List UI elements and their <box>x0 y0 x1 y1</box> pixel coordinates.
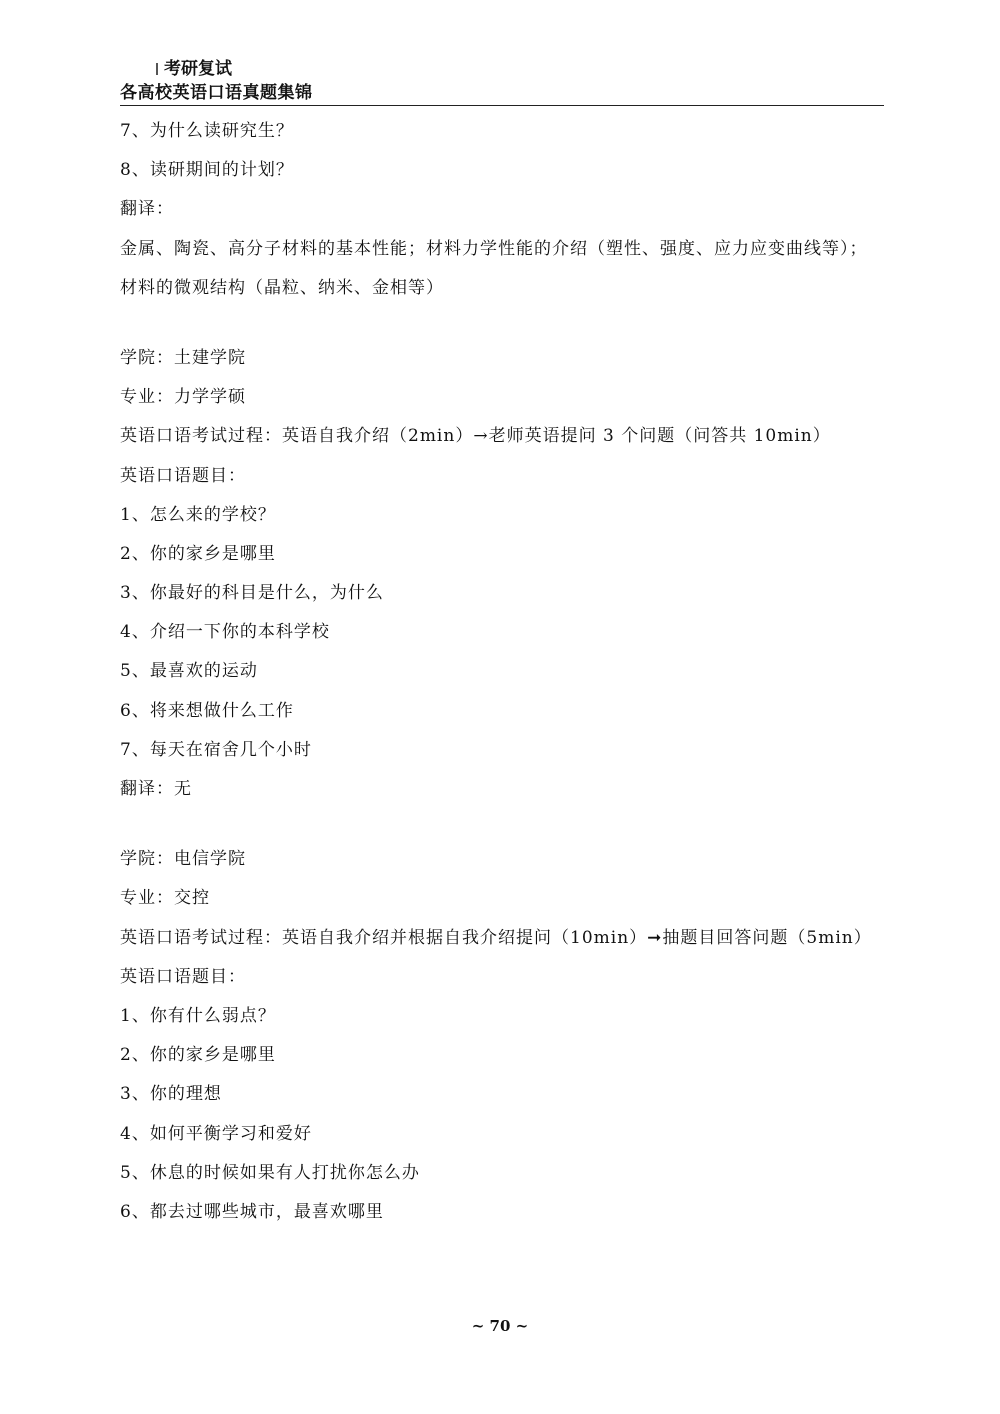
college-line: 学院：土建学院 <box>120 347 246 368</box>
question-line: 3、你最好的科目是什么，为什么 <box>120 583 384 604</box>
page-number: ~ 70 ~ <box>471 1317 529 1335</box>
topics-label: 英语口语题目： <box>120 465 246 486</box>
header-marker <box>156 63 158 75</box>
question-line: 6、都去过哪些城市，最喜欢哪里 <box>120 1201 384 1222</box>
page-content <box>120 112 884 1232</box>
header-subtitle: 各高校英语口语真题集锦 <box>120 83 313 103</box>
section-gap <box>120 809 884 840</box>
exam-process-line: 英语口语考试过程：英语自我介绍并根据自我介绍提问（10min）➞抽题目回答问题（5min） <box>120 927 872 948</box>
exam-process-line: 英语口语考试过程：英语自我介绍（2min）→老师英语提问 3 个问题（问答共 10min） <box>120 426 831 447</box>
question-line: 7、每天在宿舍几个小时 <box>120 739 312 760</box>
page-header <box>120 58 884 105</box>
translation-line: 翻译：无 <box>120 779 192 800</box>
section-gap <box>120 308 884 339</box>
major-line: 专业：交控 <box>120 888 210 909</box>
question-line: 5、休息的时候如果有人打扰你怎么办 <box>120 1162 420 1183</box>
header-title: 考研复试 <box>164 59 232 79</box>
header-divider <box>120 105 884 106</box>
translation-text: 金属、陶瓷、高分子材料的基本性能；材料力学性能的介绍（塑性、强度、应力应变曲线等）；材料的微观结构（晶粒、纳米、金相等） <box>120 238 868 298</box>
header-title-row <box>120 58 884 80</box>
question-line: 5、最喜欢的运动 <box>120 661 258 682</box>
topics-label: 英语口语题目： <box>120 966 246 987</box>
major-line: 专业：力学学硕 <box>120 387 246 408</box>
question-line: 1、你有什么弱点？ <box>120 1005 276 1026</box>
question-line: 8、读研期间的计划？ <box>120 160 294 181</box>
question-line: 4、如何平衡学习和爱好 <box>120 1123 312 1144</box>
college-line: 学院：电信学院 <box>120 849 246 870</box>
question-line: 1、怎么来的学校？ <box>120 504 276 525</box>
question-line: 7、为什么读研究生？ <box>120 121 294 141</box>
translation-label: 翻译： <box>120 199 174 220</box>
question-line: 6、将来想做什么工作 <box>120 700 294 721</box>
question-line: 2、你的家乡是哪里 <box>120 1045 276 1066</box>
question-line: 3、你的理想 <box>120 1084 222 1105</box>
question-line: 2、你的家乡是哪里 <box>120 543 276 564</box>
question-line: 4、介绍一下你的本科学校 <box>120 622 330 643</box>
